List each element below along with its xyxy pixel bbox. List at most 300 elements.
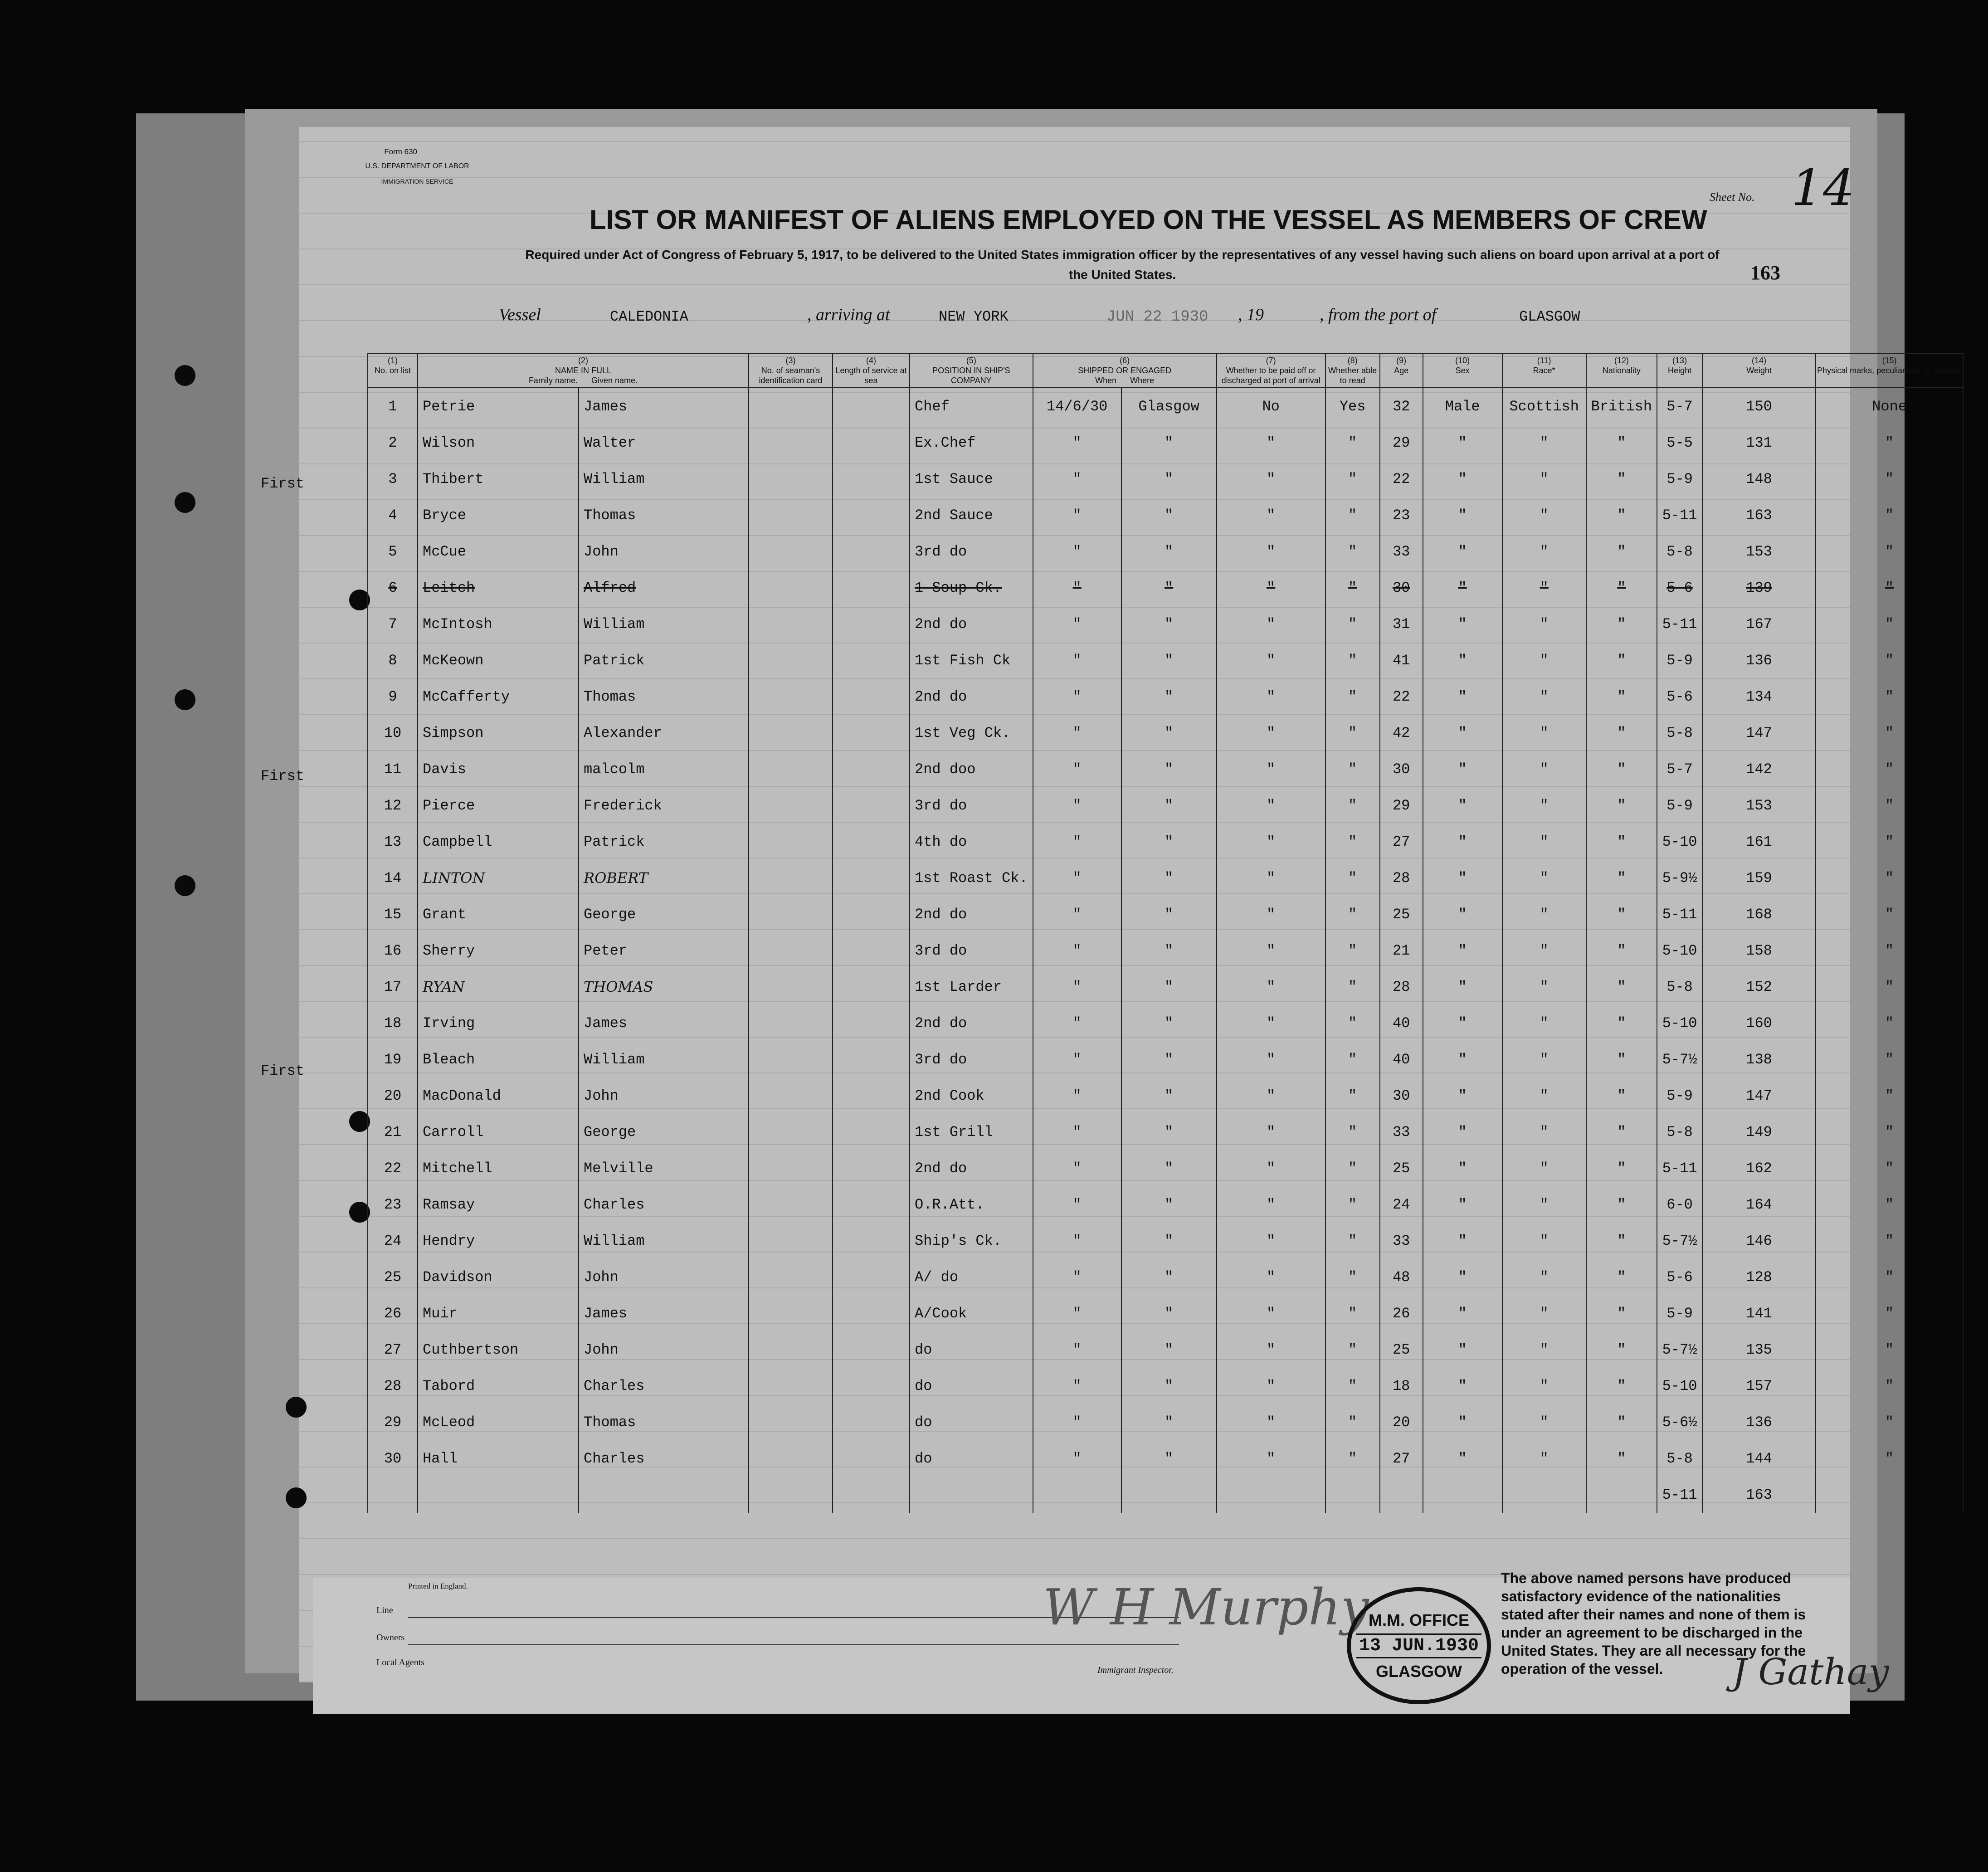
id-card-cell bbox=[749, 388, 833, 424]
paid-off: " bbox=[1217, 824, 1325, 860]
physical-marks: " bbox=[1816, 461, 1963, 497]
position: A/Cook bbox=[910, 1295, 1033, 1331]
height: 5-7½ bbox=[1657, 1223, 1702, 1259]
age: 20 bbox=[1380, 1404, 1423, 1440]
family-name: Irving bbox=[418, 1005, 579, 1041]
height: 5-11 bbox=[1657, 896, 1702, 932]
able-to-read: " bbox=[1325, 1368, 1380, 1404]
service-cell bbox=[833, 787, 910, 824]
given-name: George bbox=[579, 1114, 749, 1150]
sex: " bbox=[1423, 497, 1502, 533]
able-to-read: " bbox=[1325, 932, 1380, 969]
weight: 164 bbox=[1702, 1186, 1816, 1223]
shipped-when: " bbox=[1033, 787, 1121, 824]
row-number: 11 bbox=[368, 751, 418, 787]
service-cell bbox=[833, 606, 910, 642]
table-row bbox=[368, 1186, 1963, 1223]
table-row bbox=[368, 1440, 1963, 1477]
id-card-cell bbox=[749, 896, 833, 932]
age: 27 bbox=[1380, 824, 1423, 860]
race: " bbox=[1502, 1440, 1586, 1477]
id-card-cell bbox=[749, 533, 833, 570]
physical-marks: " bbox=[1816, 1368, 1963, 1404]
race: " bbox=[1502, 1368, 1586, 1404]
weight: 146 bbox=[1702, 1223, 1816, 1259]
race: Scottish bbox=[1502, 388, 1586, 424]
family-name: McKeown bbox=[418, 642, 579, 678]
weight: 152 bbox=[1702, 969, 1816, 1005]
weight: 147 bbox=[1702, 715, 1816, 751]
paid-off: " bbox=[1217, 1404, 1325, 1440]
physical-marks: " bbox=[1816, 969, 1963, 1005]
paid-off: " bbox=[1217, 533, 1325, 570]
sex: " bbox=[1423, 824, 1502, 860]
physical-marks: " bbox=[1816, 860, 1963, 896]
shipped-when: " bbox=[1033, 1186, 1121, 1223]
nationality: " bbox=[1586, 497, 1657, 533]
nationality: " bbox=[1586, 570, 1657, 606]
service-cell bbox=[833, 497, 910, 533]
table-row bbox=[368, 1077, 1963, 1114]
given-name: James bbox=[579, 1005, 749, 1041]
page-number: 163 bbox=[1750, 262, 1780, 284]
age: 22 bbox=[1380, 678, 1423, 715]
shipped-where: " bbox=[1121, 1041, 1217, 1077]
paid-off: " bbox=[1217, 1005, 1325, 1041]
paid-off: No bbox=[1217, 388, 1325, 424]
family-name: Wilson bbox=[418, 424, 579, 461]
paid-off: " bbox=[1217, 497, 1325, 533]
race: " bbox=[1502, 1041, 1586, 1077]
shipped-when: " bbox=[1033, 860, 1121, 896]
age: 30 bbox=[1380, 1077, 1423, 1114]
service-cell bbox=[833, 642, 910, 678]
weight: 147 bbox=[1702, 1077, 1816, 1114]
position: 2nd Cook bbox=[910, 1077, 1033, 1114]
id-card-cell bbox=[749, 1440, 833, 1477]
given-name: Charles bbox=[579, 1186, 749, 1223]
id-card-cell bbox=[749, 570, 833, 606]
shipped-when: " bbox=[1033, 1077, 1121, 1114]
sex: " bbox=[1423, 1404, 1502, 1440]
height: 5-6 bbox=[1657, 678, 1702, 715]
weight: 144 bbox=[1702, 1440, 1816, 1477]
weight: 153 bbox=[1702, 787, 1816, 824]
weight: 149 bbox=[1702, 1114, 1816, 1150]
race: " bbox=[1502, 824, 1586, 860]
position: 2nd do bbox=[910, 896, 1033, 932]
empty-cell bbox=[1217, 1477, 1325, 1513]
shipped-where: " bbox=[1121, 824, 1217, 860]
col-position: (5) POSITION IN SHIP'S COMPANY bbox=[910, 353, 1033, 388]
id-card-cell bbox=[749, 1041, 833, 1077]
family-name: Carroll bbox=[418, 1114, 579, 1150]
physical-marks: None bbox=[1816, 388, 1963, 424]
physical-marks: " bbox=[1816, 1041, 1963, 1077]
empty-cell bbox=[1423, 1477, 1502, 1513]
nationality: " bbox=[1586, 1005, 1657, 1041]
service-cell bbox=[833, 1186, 910, 1223]
able-to-read: " bbox=[1325, 1223, 1380, 1259]
shipped-where: " bbox=[1121, 1077, 1217, 1114]
given-name: Walter bbox=[579, 424, 749, 461]
service-cell bbox=[833, 424, 910, 461]
shipped-when: " bbox=[1033, 1295, 1121, 1331]
side-label: First bbox=[261, 768, 305, 785]
physical-marks: " bbox=[1816, 678, 1963, 715]
id-card-cell bbox=[749, 1331, 833, 1368]
given-name: Alfred bbox=[579, 570, 749, 606]
table-row bbox=[368, 896, 1963, 932]
col-no: (1) No. on list bbox=[368, 353, 418, 388]
service-cell bbox=[833, 1005, 910, 1041]
nationality: " bbox=[1586, 1041, 1657, 1077]
shipped-where: " bbox=[1121, 1223, 1217, 1259]
able-to-read: " bbox=[1325, 1077, 1380, 1114]
age: 41 bbox=[1380, 642, 1423, 678]
age: 42 bbox=[1380, 715, 1423, 751]
row-number: 17 bbox=[368, 969, 418, 1005]
weight: 141 bbox=[1702, 1295, 1816, 1331]
paid-off: " bbox=[1217, 932, 1325, 969]
row-number: 22 bbox=[368, 1150, 418, 1186]
weight: 157 bbox=[1702, 1368, 1816, 1404]
nationality: " bbox=[1586, 860, 1657, 896]
given-name: John bbox=[579, 1077, 749, 1114]
table-row bbox=[368, 969, 1963, 1005]
sex: " bbox=[1423, 570, 1502, 606]
physical-marks: " bbox=[1816, 1295, 1963, 1331]
age: 22 bbox=[1380, 461, 1423, 497]
row-number: 23 bbox=[368, 1186, 418, 1223]
col-shipped: (6) SHIPPED OR ENGAGED When Where bbox=[1033, 353, 1217, 388]
family-name: Campbell bbox=[418, 824, 579, 860]
able-to-read: " bbox=[1325, 1005, 1380, 1041]
position: A/ do bbox=[910, 1259, 1033, 1295]
weight: 167 bbox=[1702, 606, 1816, 642]
service-cell bbox=[833, 678, 910, 715]
physical-marks: " bbox=[1816, 1259, 1963, 1295]
empty-cell bbox=[1121, 1477, 1217, 1513]
physical-marks: " bbox=[1816, 1331, 1963, 1368]
age: 27 bbox=[1380, 1440, 1423, 1477]
able-to-read: " bbox=[1325, 570, 1380, 606]
position: do bbox=[910, 1440, 1033, 1477]
id-card-cell bbox=[749, 1223, 833, 1259]
id-card-cell bbox=[749, 715, 833, 751]
sex: " bbox=[1423, 424, 1502, 461]
punch-hole bbox=[286, 1397, 307, 1418]
given-name: Patrick bbox=[579, 642, 749, 678]
row-number: 25 bbox=[368, 1259, 418, 1295]
nationality: " bbox=[1586, 787, 1657, 824]
id-card-cell bbox=[749, 932, 833, 969]
row-number: 3 bbox=[368, 461, 418, 497]
nationality: " bbox=[1586, 606, 1657, 642]
weight: 158 bbox=[1702, 932, 1816, 969]
service-cell bbox=[833, 1114, 910, 1150]
race: " bbox=[1502, 1114, 1586, 1150]
race: " bbox=[1502, 606, 1586, 642]
able-to-read: " bbox=[1325, 860, 1380, 896]
race: " bbox=[1502, 751, 1586, 787]
row-number: 28 bbox=[368, 1368, 418, 1404]
table-row bbox=[368, 1223, 1963, 1259]
id-card-cell bbox=[749, 1150, 833, 1186]
able-to-read: " bbox=[1325, 1041, 1380, 1077]
physical-marks: " bbox=[1816, 1150, 1963, 1186]
shipped-where: " bbox=[1121, 678, 1217, 715]
given-name: THOMAS bbox=[579, 969, 749, 1005]
shipped-where: " bbox=[1121, 606, 1217, 642]
given-name: Thomas bbox=[579, 678, 749, 715]
shipped-where: " bbox=[1121, 896, 1217, 932]
age: 40 bbox=[1380, 1005, 1423, 1041]
shipped-when: " bbox=[1033, 570, 1121, 606]
physical-marks: " bbox=[1816, 896, 1963, 932]
physical-marks: " bbox=[1816, 787, 1963, 824]
nationality: " bbox=[1586, 1186, 1657, 1223]
weight: 139 bbox=[1702, 570, 1816, 606]
age: 30 bbox=[1380, 751, 1423, 787]
paid-off: " bbox=[1217, 715, 1325, 751]
able-to-read: " bbox=[1325, 1150, 1380, 1186]
shipped-where: " bbox=[1121, 1295, 1217, 1331]
shipped-where: " bbox=[1121, 1114, 1217, 1150]
race: " bbox=[1502, 1005, 1586, 1041]
shipped-when: 14/6/30 bbox=[1033, 388, 1121, 424]
arrival-date-stamp: JUN 22 1930 bbox=[1106, 308, 1208, 326]
shipped-when: " bbox=[1033, 1440, 1121, 1477]
sex: " bbox=[1423, 1440, 1502, 1477]
physical-marks: " bbox=[1816, 642, 1963, 678]
nationality: " bbox=[1586, 533, 1657, 570]
row-number: 12 bbox=[368, 787, 418, 824]
position: 1st Fish Ck bbox=[910, 642, 1033, 678]
given-name: Patrick bbox=[579, 824, 749, 860]
family-name: McIntosh bbox=[418, 606, 579, 642]
shipped-where: " bbox=[1121, 1440, 1217, 1477]
row-number: 10 bbox=[368, 715, 418, 751]
sex: " bbox=[1423, 1077, 1502, 1114]
sex: " bbox=[1423, 1331, 1502, 1368]
id-card-cell bbox=[749, 461, 833, 497]
shipped-where: " bbox=[1121, 1404, 1217, 1440]
sheet-number: 14 bbox=[1791, 159, 1855, 217]
height: 5-9 bbox=[1657, 1077, 1702, 1114]
weight: 160 bbox=[1702, 1005, 1816, 1041]
sex: Male bbox=[1423, 388, 1502, 424]
row-number: 5 bbox=[368, 533, 418, 570]
nationality: " bbox=[1586, 678, 1657, 715]
row-number: 9 bbox=[368, 678, 418, 715]
nationality: " bbox=[1586, 1331, 1657, 1368]
weight: 168 bbox=[1702, 896, 1816, 932]
family-name: Sherry bbox=[418, 932, 579, 969]
family-name: Bleach bbox=[418, 1041, 579, 1077]
able-to-read: " bbox=[1325, 678, 1380, 715]
able-to-read: " bbox=[1325, 606, 1380, 642]
age: 48 bbox=[1380, 1259, 1423, 1295]
age: 18 bbox=[1380, 1368, 1423, 1404]
age: 25 bbox=[1380, 896, 1423, 932]
family-name: McLeod bbox=[418, 1404, 579, 1440]
given-name: ROBERT bbox=[579, 860, 749, 896]
col-age: (9) Age bbox=[1380, 353, 1423, 388]
paid-off: " bbox=[1217, 570, 1325, 606]
table-row bbox=[368, 1041, 1963, 1077]
service-cell bbox=[833, 1404, 910, 1440]
physical-marks: " bbox=[1816, 715, 1963, 751]
id-card-cell bbox=[749, 1259, 833, 1295]
position: Ex.Chef bbox=[910, 424, 1033, 461]
nationality: " bbox=[1586, 424, 1657, 461]
id-card-cell bbox=[749, 969, 833, 1005]
shipped-when: " bbox=[1033, 1114, 1121, 1150]
position: 2nd do bbox=[910, 606, 1033, 642]
row-number: 4 bbox=[368, 497, 418, 533]
shipped-when: " bbox=[1033, 461, 1121, 497]
race: " bbox=[1502, 1331, 1586, 1368]
able-to-read: " bbox=[1325, 533, 1380, 570]
able-to-read: " bbox=[1325, 497, 1380, 533]
weight: 128 bbox=[1702, 1259, 1816, 1295]
table-row bbox=[368, 1368, 1963, 1404]
family-name: Hall bbox=[418, 1440, 579, 1477]
service-cell bbox=[833, 751, 910, 787]
race: " bbox=[1502, 1295, 1586, 1331]
sex: " bbox=[1423, 932, 1502, 969]
family-name: Grant bbox=[418, 896, 579, 932]
family-name: Leitch bbox=[418, 570, 579, 606]
shipped-when: " bbox=[1033, 497, 1121, 533]
position: 3rd do bbox=[910, 787, 1033, 824]
position: Chef bbox=[910, 388, 1033, 424]
row-number: 29 bbox=[368, 1404, 418, 1440]
family-name: Bryce bbox=[418, 497, 579, 533]
id-card-cell bbox=[749, 642, 833, 678]
physical-marks: " bbox=[1816, 606, 1963, 642]
age: 25 bbox=[1380, 1150, 1423, 1186]
nationality: " bbox=[1586, 1295, 1657, 1331]
service-cell bbox=[833, 1150, 910, 1186]
physical-marks: " bbox=[1816, 932, 1963, 969]
punch-hole bbox=[175, 365, 195, 386]
physical-marks: " bbox=[1816, 1077, 1963, 1114]
service-cell bbox=[833, 969, 910, 1005]
sex: " bbox=[1423, 642, 1502, 678]
race: " bbox=[1502, 497, 1586, 533]
physical-marks: " bbox=[1816, 570, 1963, 606]
paid-off: " bbox=[1217, 424, 1325, 461]
race: " bbox=[1502, 1404, 1586, 1440]
age: 31 bbox=[1380, 606, 1423, 642]
shipped-where: " bbox=[1121, 860, 1217, 896]
able-to-read: " bbox=[1325, 642, 1380, 678]
shipped-when: " bbox=[1033, 642, 1121, 678]
table-row-extra bbox=[368, 1477, 1963, 1513]
side-label: First bbox=[261, 475, 305, 492]
id-card-cell bbox=[749, 1368, 833, 1404]
given-name: Charles bbox=[579, 1440, 749, 1477]
race: " bbox=[1502, 787, 1586, 824]
height: 5-7½ bbox=[1657, 1041, 1702, 1077]
row-number: 15 bbox=[368, 896, 418, 932]
race: " bbox=[1502, 678, 1586, 715]
able-to-read: " bbox=[1325, 824, 1380, 860]
table-row bbox=[368, 715, 1963, 751]
row-number: 8 bbox=[368, 642, 418, 678]
position: 2nd do bbox=[910, 678, 1033, 715]
position: 2nd doo bbox=[910, 751, 1033, 787]
paid-off: " bbox=[1217, 969, 1325, 1005]
position: 2nd Sauce bbox=[910, 497, 1033, 533]
family-name: Davis bbox=[418, 751, 579, 787]
service-cell bbox=[833, 1295, 910, 1331]
sex: " bbox=[1423, 1186, 1502, 1223]
empty-cell bbox=[579, 1477, 749, 1513]
sex: " bbox=[1423, 1114, 1502, 1150]
family-name: McCafferty bbox=[418, 678, 579, 715]
service-cell bbox=[833, 570, 910, 606]
nationality: " bbox=[1586, 642, 1657, 678]
sex: " bbox=[1423, 969, 1502, 1005]
race: " bbox=[1502, 860, 1586, 896]
family-name: Muir bbox=[418, 1295, 579, 1331]
able-to-read: " bbox=[1325, 461, 1380, 497]
age: 24 bbox=[1380, 1186, 1423, 1223]
row-number: 30 bbox=[368, 1440, 418, 1477]
shipped-when: " bbox=[1033, 1259, 1121, 1295]
given-name: William bbox=[579, 606, 749, 642]
height: 6-0 bbox=[1657, 1186, 1702, 1223]
col-marks: (15) Physical marks, peculiarities, or disease bbox=[1816, 353, 1963, 388]
height: 5-6 bbox=[1657, 1259, 1702, 1295]
race: " bbox=[1502, 1150, 1586, 1186]
position: do bbox=[910, 1331, 1033, 1368]
id-card-cell bbox=[749, 751, 833, 787]
position: 1 Soup Ck. bbox=[910, 570, 1033, 606]
empty-cell bbox=[1033, 1477, 1121, 1513]
physical-marks: " bbox=[1816, 1114, 1963, 1150]
col-name: (2) NAME IN FULL Family name. Given name. bbox=[418, 353, 749, 388]
id-card-cell bbox=[749, 1114, 833, 1150]
table-row bbox=[368, 932, 1963, 969]
given-name: Frederick bbox=[579, 787, 749, 824]
physical-marks: " bbox=[1816, 533, 1963, 570]
id-card-cell bbox=[749, 824, 833, 860]
shipped-when: " bbox=[1033, 715, 1121, 751]
shipped-where: " bbox=[1121, 424, 1217, 461]
race: " bbox=[1502, 461, 1586, 497]
paid-off: " bbox=[1217, 642, 1325, 678]
able-to-read: " bbox=[1325, 715, 1380, 751]
position: 3rd do bbox=[910, 533, 1033, 570]
weight: 136 bbox=[1702, 642, 1816, 678]
shipped-where: " bbox=[1121, 751, 1217, 787]
col-height: (13) Height bbox=[1657, 353, 1702, 388]
paid-off: " bbox=[1217, 606, 1325, 642]
age: 23 bbox=[1380, 497, 1423, 533]
physical-marks: " bbox=[1816, 824, 1963, 860]
sex: " bbox=[1423, 461, 1502, 497]
weight: 161 bbox=[1702, 824, 1816, 860]
height: 5-7½ bbox=[1657, 1331, 1702, 1368]
paid-off: " bbox=[1217, 1331, 1325, 1368]
given-name: William bbox=[579, 461, 749, 497]
table-row bbox=[368, 1114, 1963, 1150]
height: 5-10 bbox=[1657, 824, 1702, 860]
